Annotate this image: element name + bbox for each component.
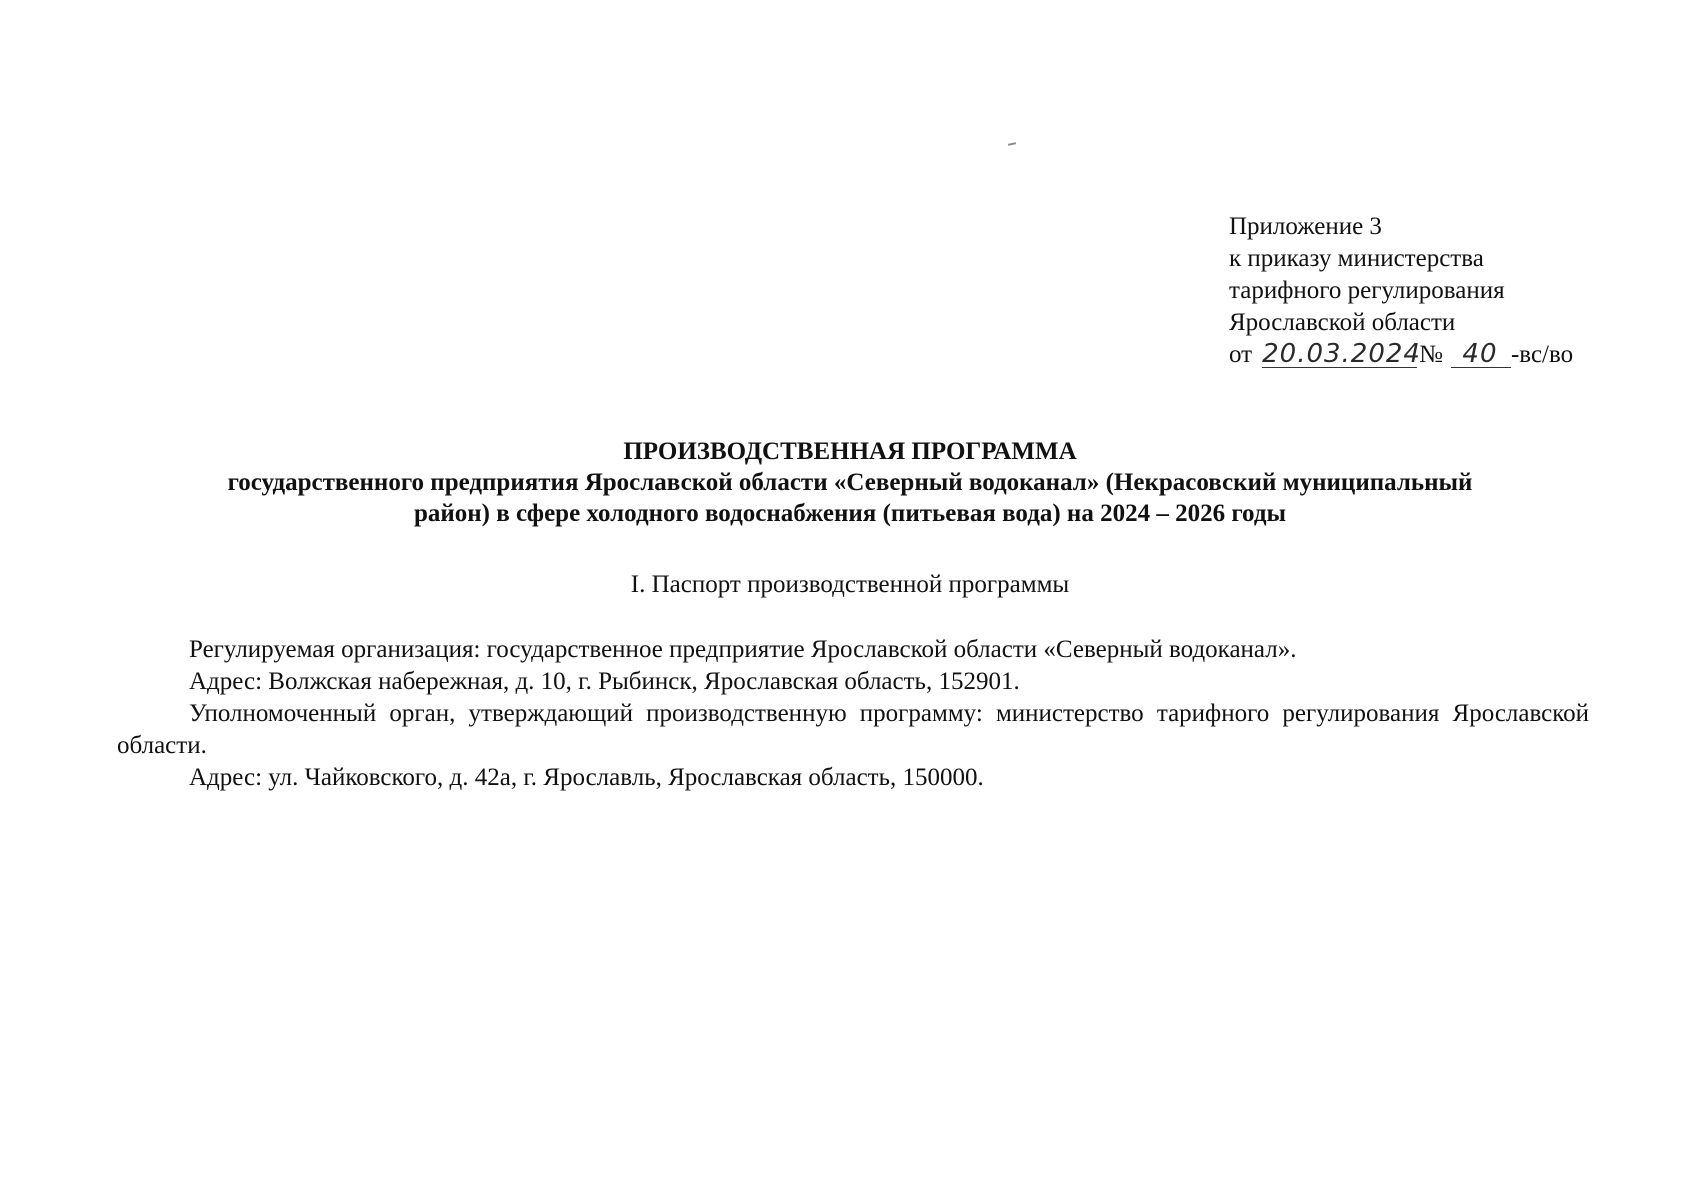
order-date-handwritten: 20.03.2024 xyxy=(1262,339,1421,369)
paragraph-org-address: Адрес: Волжская набережная, д. 10, г. Рыбинск, Ярославская область, 152901. xyxy=(189,668,1020,695)
passport-body xyxy=(117,634,1589,794)
appendix-order-line xyxy=(1229,339,1573,371)
order-date-prefix: от xyxy=(1229,341,1253,368)
appendix-line-2: к приказу министерства xyxy=(1229,245,1484,272)
appendix-line-1: Приложение 3 xyxy=(1229,213,1382,240)
title-heading: ПРОИЗВОДСТВЕННАЯ ПРОГРАММА xyxy=(623,438,1077,465)
appendix-line-3: тарифного регулирования xyxy=(1229,277,1505,304)
order-number-suffix: -вс/во xyxy=(1510,341,1574,368)
title-line-3: район) в сфере холодного водоснабжения (питьевая вода) на 2024 – 2026 годы xyxy=(413,500,1287,527)
paragraph-organization: Регулируемая организация: государственное предприятие Ярославской области «Северный водоканал». xyxy=(189,636,1297,663)
paragraph-authority-address: Адрес: ул. Чайковского, д. 42а, г. Ярославль, Ярославская область, 150000. xyxy=(189,764,984,791)
order-number-handwritten: 40 xyxy=(1451,341,1511,368)
appendix-block xyxy=(1229,211,1573,371)
document-title xyxy=(110,436,1590,529)
section-title: I. Паспорт производственной программы xyxy=(630,571,1070,598)
paragraph-authority: Уполномоченный орган, утверждающий производственную программу: министерство тарифного регулирования Ярославской области. xyxy=(117,700,1589,759)
appendix-line-4: Ярославской области xyxy=(1229,309,1456,336)
title-line-2: государственного предприятия Ярославской области «Северный водоканал» (Некрасовский муниципальный xyxy=(227,469,1473,496)
order-number-sign: № xyxy=(1419,341,1443,368)
scan-speck xyxy=(1008,142,1016,146)
